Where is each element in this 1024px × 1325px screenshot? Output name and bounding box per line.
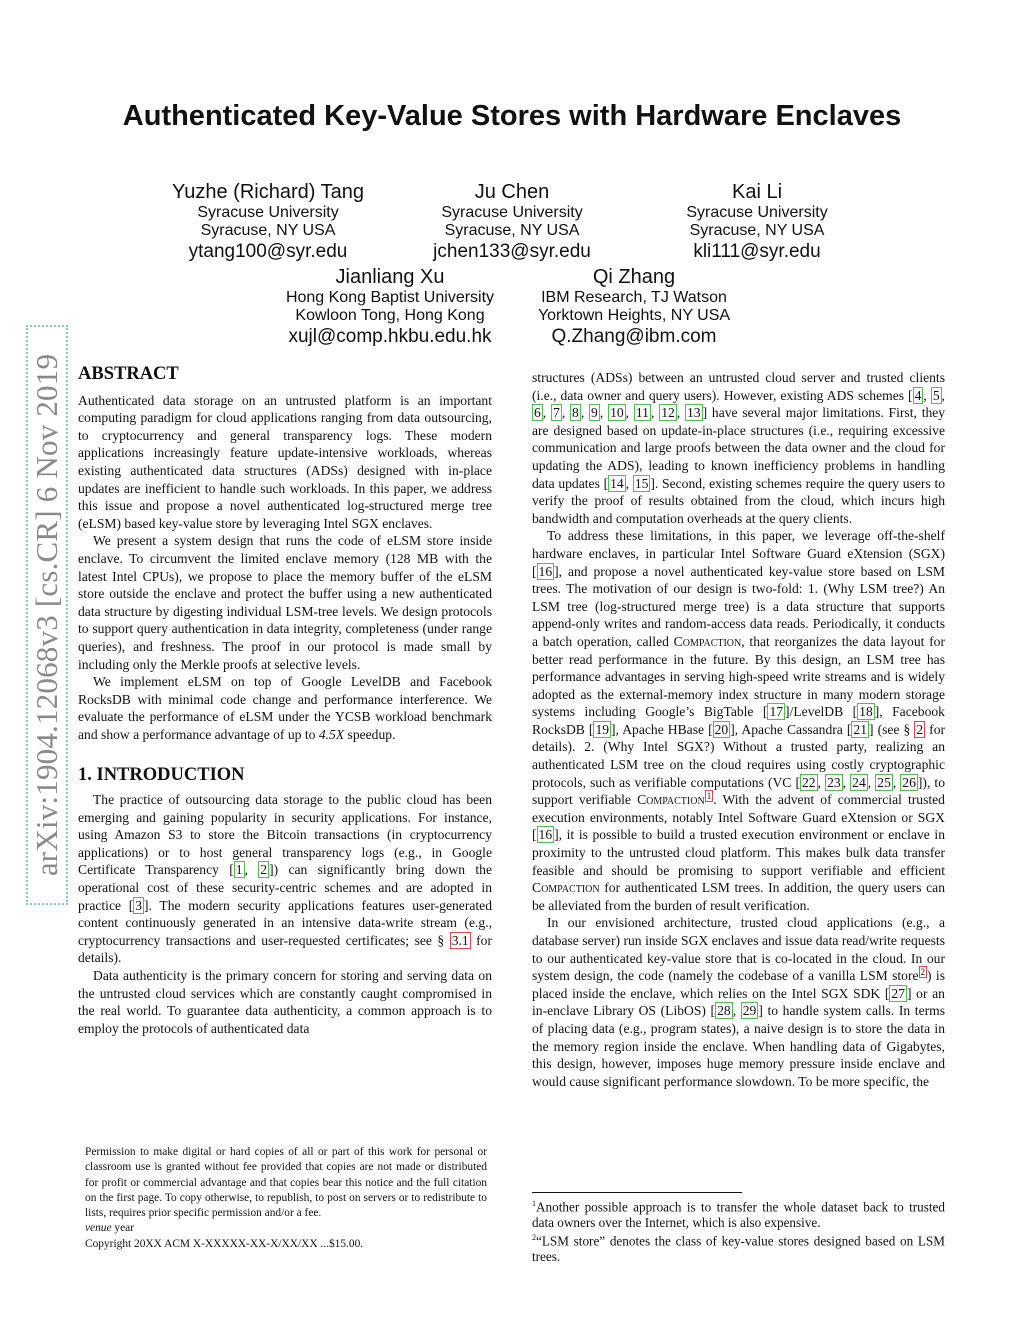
intro-paragraph: Data authenticity is the primary concern for storing and serving data on the untrusted cloud services which are constantly caught compromised in the real world. To guarantee data authenticity, a common approach is to employ the protocols of authenticated data bbox=[78, 968, 492, 1036]
body-paragraph: In our envisioned architecture, trusted cloud applications (e.g., a database server) run inside SGX enclaves and issue data read/write requests to our authenticated key-value store that is co-located in the cloud. In our system design, the code (namely the codebase of a vanilla LSM store $^2$ ) is placed inside the enclave, which relies on the Intel SGX SDK [ 27 ] or an in-enclave Library OS (LibOS) [ 28 , 29 ] to handle system calls. In terms of placing data (e.g., program states), a naive design is to store the data in the memory region inside the enclave. When handling data of Gigabytes, this design, however, imposes huge memory pressure inside enclave and would cause significant performance slowdown. To be more specific, the bbox=[532, 915, 945, 1089]
author-name: Kai Li bbox=[731, 181, 783, 203]
author-email: ytang100@syr.edu bbox=[188, 240, 348, 262]
citation-link[interactable]: 5 bbox=[932, 387, 940, 403]
citation-link[interactable]: 1 bbox=[235, 862, 243, 878]
citation-link[interactable]: 8 bbox=[572, 405, 579, 421]
abstract-heading: ABSTRACT bbox=[78, 364, 179, 384]
author-email: xujl@comp.hkbu.edu.hk bbox=[288, 325, 492, 347]
citation-link[interactable]: 11 bbox=[635, 405, 649, 421]
venue-line: venue year bbox=[85, 1222, 135, 1235]
author-name: Qi Zhang bbox=[592, 266, 676, 288]
copyright-line: Copyright 20XX ACM X-XXXXX-XX-X/XX/XX ...$15.00. bbox=[85, 1237, 364, 1250]
citation-link[interactable]: 16 bbox=[538, 563, 553, 579]
footnote-mark[interactable]: 2 bbox=[920, 966, 926, 977]
author-block bbox=[392, 181, 632, 263]
citation-link[interactable]: 20 bbox=[714, 721, 729, 737]
author-name: Yuzhe (Richard) Tang bbox=[172, 181, 364, 203]
citation-link[interactable]: 23 bbox=[827, 774, 841, 790]
citation-link[interactable]: 15 bbox=[634, 475, 649, 491]
compaction-term: Compaction bbox=[673, 633, 742, 649]
speedup-value: 4.5X bbox=[318, 726, 345, 742]
author-affiliation: Syracuse University bbox=[686, 204, 828, 221]
footnote-mark[interactable]: 1 bbox=[706, 790, 712, 801]
citation-link[interactable]: 9 bbox=[591, 405, 598, 421]
section-link[interactable]: 3.1 bbox=[451, 932, 469, 948]
author-block bbox=[637, 181, 877, 263]
citation-link[interactable]: 12 bbox=[661, 405, 675, 421]
footnote: $^2$“LSM store” denotes the class of key-value stores designed based on LSM trees. bbox=[532, 1233, 945, 1265]
arxiv-stamp bbox=[26, 325, 68, 905]
author-affiliation: IBM Research, TJ Watson bbox=[541, 289, 727, 306]
citation-link[interactable]: 7 bbox=[553, 405, 560, 421]
abstract-paragraph: Authenticated data storage on an untrusted platform is an important computing paradigm for cloud applications ranging from data outsourcing, to cryptocurrency and general transparency logs. These modern applications increasingly feature update-intensive workloads, whereas existing authenticated data structures (ADSs) designed with in-place updates are inefficient to handle such workloads. In this paper, we address this issue and propose a novel authenticated log-structured merge tree (eLSM) based key-value store by leveraging Intel SGX enclaves. bbox=[78, 392, 492, 531]
citation-link[interactable]: 28 bbox=[717, 1003, 731, 1019]
footnote: $^1$Another possible approach is to transfer the whole dataset back to trusted data owners over the Internet, which is also expensive. bbox=[532, 1199, 945, 1230]
author-email: Q.Zhang@ibm.com bbox=[551, 325, 717, 347]
citation-link[interactable]: 6 bbox=[534, 405, 541, 421]
citation-link[interactable]: 16 bbox=[538, 827, 553, 843]
intro-paragraph: The practice of outsourcing data storage to the public cloud has been emerging and gaining popularity in security applications. For instance, using Amazon S3 to store the Bitcoin transactions (in cryptocurrency applications) or to host general transparency logs (e.g., in Google Certificate Transparency [ 1 , 2 ]) can significantly bring down the operational cost of these security-centric schemes and are adopted in practice [ 3 ]. The modern security applications features user-generated content continuously generated in an intensive data-write stream (e.g., cryptocurrency transactions and user-requested certificates; see § 3.1 for details). bbox=[78, 792, 493, 966]
body-paragraph: structures (ADSs) between an untrusted cloud server and trusted clients (i.e., data owner and query users). However, existing ADS schemes [ 4 , 5 , 6 , 7 , 8 , 9 , 10 , 11 , 12 , 13 ] have several major limitations. First, they are designed based on update-in-place structures (i.e., requiring excessive communication and large proofs between the data owner and the cloud for updating the ADS), leading to known inefficiency problems in handling data updates [ 14 , 15 ]. Second, existing schemes require the query users to verify the proof of results obtained from the cloud, which incurs high bandwidth and computation overheads at the query clients. bbox=[532, 370, 946, 526]
abstract-paragraph: We implement eLSM on top of Google LevelDB and Facebook RocksDB with minimal code change and performance interference. We evaluate the performance of eLSM under the YCSB workload benchmark and show a performance advantage of up to 4.5X speedup. bbox=[78, 674, 492, 742]
author-location: Syracuse, NY USA bbox=[689, 222, 825, 240]
citation-link[interactable]: 13 bbox=[687, 405, 701, 421]
left-column bbox=[78, 366, 492, 1037]
citation-link[interactable]: 18 bbox=[859, 704, 873, 720]
author-affiliation: Syracuse University bbox=[197, 204, 339, 221]
abstract-paragraph: We present a system design that runs the code of eLSM store inside enclave. To circumvent the limited enclave memory (128 MB with the latest Intel CPUs), we propose to place the memory buffer of the eLSM store outside the enclave and protect the buffer using a new authenticated data structure by digesting individual LSM-tree levels. We design protocols to support query authentication in data integrity, completeness (under range queries), and freshness. The proof in our protocol is made small by including only the Merkle proofs at selective levels. bbox=[78, 533, 492, 672]
citation-link[interactable]: 10 bbox=[610, 405, 624, 421]
citation-link[interactable]: 29 bbox=[742, 1003, 757, 1019]
author-block bbox=[270, 266, 510, 348]
body-paragraph: To address these limitations, in this paper, we leverage off-the-shelf hardware enclaves, in particular Intel Software Guard eXtension (SGX) [ 16 ], and propose a novel authenticated key-value store based on LSM trees. The motivation of our design is two-fold: 1. (Why LSM tree?) An LSM tree (log-structured merge tree) is a data structure that supports append-only writes and random-access data reads. Periodically, it conducts a batch operation, called Compaction, that reorganizes the data layout for better read performance in the future. By this design, an LSM tree has performance advantages in serving high-speed write streams and is widely adopted as the external-memory index structure in many modern storage systems including Google’s BigTable [ 17 ]/LevelDB [ 18 ], Facebook RocksDB [ 19 ], Apache HBase [ 20 ], Apache Cassandra [ 21 ] (see § 2 for details). 2. (Why Intel SGX?) Without a trusted party, realizing an authenticated LSM tree on the cloud requires using costly cryptographic protocols, such as verifiable computations (VC [ 22 , 23 , 24 , 25 , 26 ]), to support verifiable Compaction $^1$ . With the advent of commercial trusted execution environments, notably Intel Software Guard eXtension or SGX [ 16 ], it is possible to build a trusted execution environment or enclave in proximity to the untrusted cloud platform. This makes bulk data transfer feasible and should be promising to support verifiable and efficient Compaction for authenticated LSM trees. In addition, the query users can be alleviated from the burden of result verification. bbox=[532, 528, 946, 913]
citation-link[interactable]: 25 bbox=[877, 774, 891, 790]
citation-link[interactable]: 3 bbox=[135, 897, 143, 913]
citation-link[interactable]: 17 bbox=[769, 704, 784, 720]
introduction-heading: 1. INTRODUCTION bbox=[78, 765, 245, 786]
citation-link[interactable]: 26 bbox=[902, 774, 916, 790]
author-block bbox=[148, 181, 388, 263]
citation-link[interactable]: 19 bbox=[595, 721, 610, 737]
permission-notice bbox=[85, 1145, 487, 1252]
footnote-number: 2 bbox=[532, 1233, 536, 1243]
citation-link[interactable]: 22 bbox=[801, 774, 816, 790]
paper-title: Authenticated Key-Value Stores with Hardware Enclaves bbox=[122, 100, 902, 132]
author-email: jchen133@syr.edu bbox=[433, 240, 591, 262]
citation-link[interactable]: 24 bbox=[852, 774, 866, 790]
footnote-number: 1 bbox=[532, 1199, 536, 1208]
author-name: Jianliang Xu bbox=[335, 266, 445, 288]
citation-link[interactable]: 4 bbox=[914, 387, 922, 403]
author-affiliation: Syracuse University bbox=[441, 204, 583, 221]
permission-text: Permission to make digital or hard copies of all or part of this work for personal or classroom use is granted without fee provided that copies are not made or distributed for profit or commercial advantage and that copies bear this notice and the full citation on the first page. To copy otherwise, to republish, to post on servers or to redistribute to lists, requires prior specific permission and/or a fee. bbox=[85, 1146, 487, 1220]
compaction-term: Compaction bbox=[637, 792, 705, 808]
author-location: Kowloon Tong, Hong Kong bbox=[295, 307, 485, 325]
footnotes bbox=[532, 1196, 945, 1265]
citation-link[interactable]: 27 bbox=[891, 985, 905, 1001]
citation-link[interactable]: 14 bbox=[610, 475, 624, 491]
author-name: Ju Chen bbox=[474, 181, 550, 203]
compaction-term: Compaction bbox=[532, 880, 600, 896]
section-link[interactable]: 2 bbox=[916, 721, 924, 737]
author-email: kli111@syr.edu bbox=[693, 240, 821, 262]
right-column bbox=[532, 369, 945, 1090]
citation-link[interactable]: 21 bbox=[853, 721, 867, 737]
author-block bbox=[514, 266, 754, 348]
author-location: Syracuse, NY USA bbox=[444, 222, 580, 240]
author-affiliation: Hong Kong Baptist University bbox=[285, 289, 495, 306]
author-location: Yorktown Heights, NY USA bbox=[537, 307, 731, 325]
footnote-divider bbox=[532, 1192, 742, 1193]
arxiv-id: arXiv:1904.12068v3 [cs.CR] 6 Nov 2019 bbox=[29, 353, 64, 877]
author-location: Syracuse, NY USA bbox=[200, 222, 336, 240]
citation-link[interactable]: 2 bbox=[260, 862, 268, 878]
